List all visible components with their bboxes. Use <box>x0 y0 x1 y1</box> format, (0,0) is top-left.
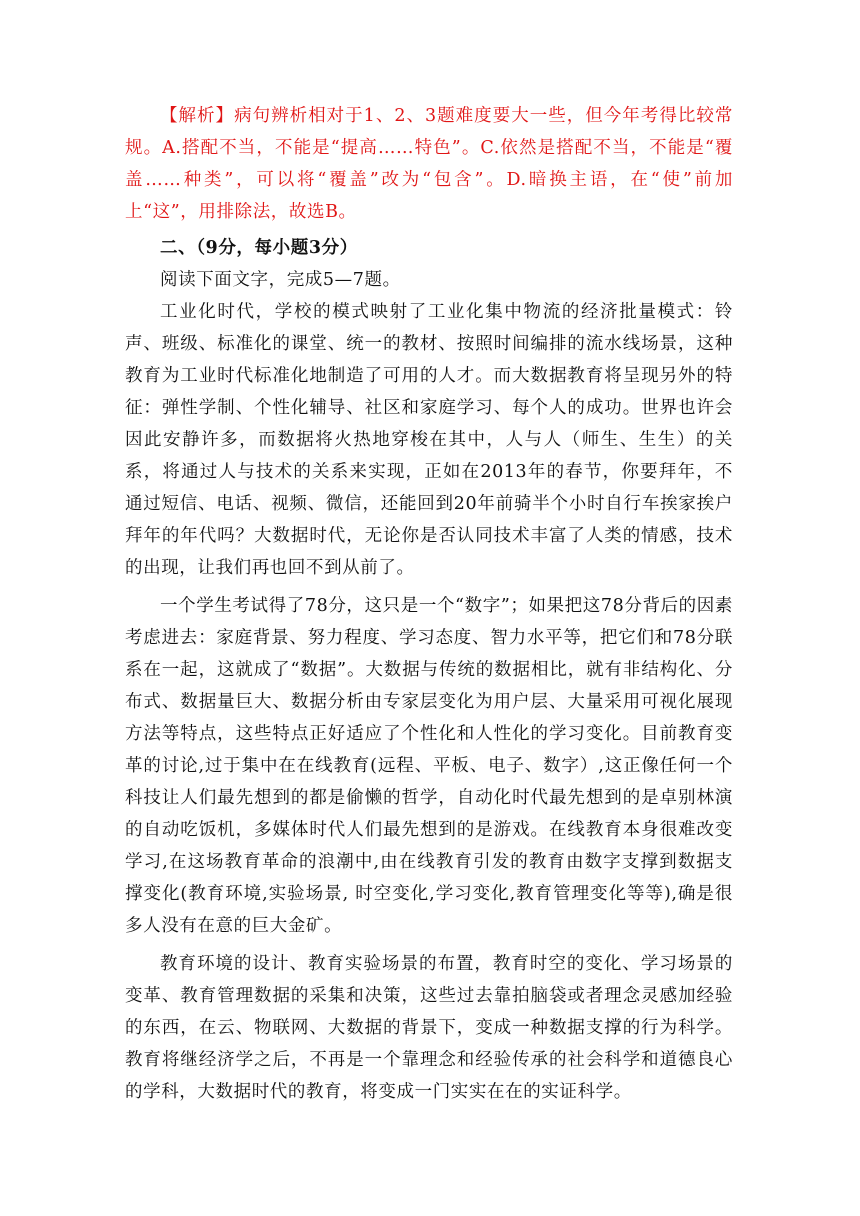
body-paragraph-2: 一个学生考试得了78分，这只是一个“数字”；如果把这78分背后的因素考虑进去：家庭背景、努力程度、学习态度、智力水平等，把它们和78分联系在一起，这就成了“数据”。大数据与传统的数据相比，就有非结构化、分布式、数据量巨大、数据分析由专家层变化为用户层、大量采用可视化展现方法等特点，这些特点正好适应了个性化和人性化的学习变化。目前教育变革的讨论,过于集中在在线教育(远程、平板、电子、数字）,这正像任何一个科技让人们最先想到的都是偷懒的哲学，自动化时代最先想到的是卓别林演的自动吃饭机，多媒体时代人们最先想到的是游戏。在线教育本身很难改变学习,在这场教育革命的浪潮中,由在线教育引发的教育由数字支撑到数据支撑变化(教育环境,实验场景, 时空变化,学习变化,教育管理变化等等),确是很多人没有在意的巨大金矿。 <box>125 596 733 936</box>
body-paragraph-1: 工业化时代，学校的模式映射了工业化集中物流的经济批量模式：铃声、班级、标准化的课堂、统一的教材、按照时间编排的流水线场景，这种教育为工业时代标准化地制造了可用的人才。而大数据教育将呈现另外的特征：弹性学制、个性化辅导、社区和家庭学习、每个人的成功。世界也许会因此安静许多，而数据将火热地穿梭在其中，人与人（师生、生生）的关系，将通过人与技术的关系来实现，正如在2013年的春节，你要拜年，不通过短信、电话、视频、微信，还能回到20年前骑半个小时自行车挨家挨户拜年的年代吗？大数据时代，无论你是否认同技术丰富了人类的情感，技术的出现，让我们再也回不到从前了。 <box>125 302 733 578</box>
document-page <box>125 100 733 1108</box>
analysis-paragraph: 【解析】病句辨析相对于1、2、3题难度要大一些，但今年考得比较常规。A.搭配不当，不能是“提高……特色”。C.依然是搭配不当，不能是“覆盖……种类”，可以将“覆盖”改为“包含”。D.暗换主语，在“使”前加上“这”，用排除法，故选B。 <box>125 106 733 222</box>
reading-instruction: 阅读下面文字，完成5—7题。 <box>160 270 401 290</box>
section-title: 二、（9分，每小题3分） <box>160 238 358 258</box>
body-paragraph-3: 教育环境的设计、教育实验场景的布置，教育时空的变化、学习场景的变革、教育管理数据的采集和决策，这些过去靠拍脑袋或者理念灵感加经验的东西，在云、物联网、大数据的背景下，变成一种数据支撑的行为科学。教育将继经济学之后，不再是一个靠理念和经验传承的社会科学和道德良心的学科，大数据时代的教育，将变成一门实实在在的实证科学。 <box>125 954 733 1102</box>
